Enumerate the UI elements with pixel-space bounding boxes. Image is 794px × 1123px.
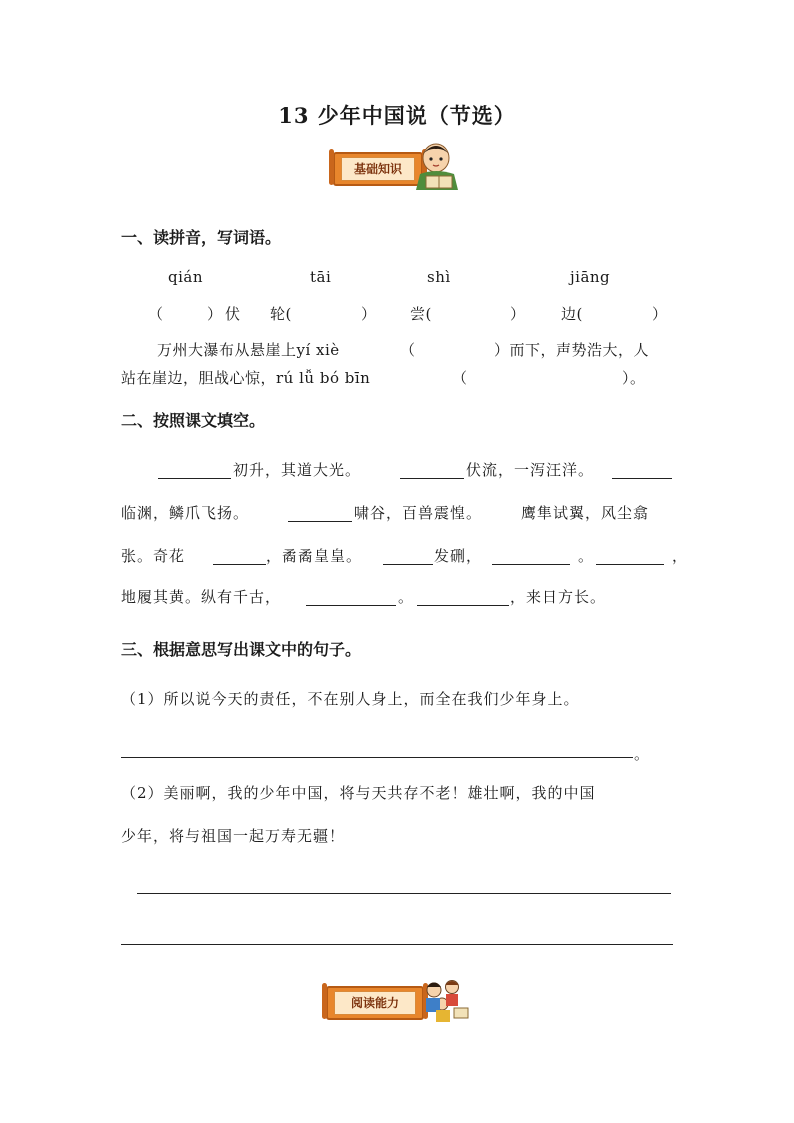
fill-text: 鹰隼试翼，风尘翕 [521,504,650,522]
section-3-heading: 三、根据意思写出课文中的句子。 [121,640,362,659]
sentence-1-pinyin: yí xiè [296,341,340,359]
fill-text: ，矞矞皇皇。 [266,547,363,565]
pinyin-1: qián [168,268,204,286]
student-reading-icon [410,140,466,192]
sentence-1-text-c: ）而下，声势浩大，人 [494,341,650,359]
section-1-heading: 一、读拼音，写词语。 [121,228,282,247]
blank-close-2: ） [361,305,377,323]
question-2-line-2: 少年，将与祖国一起万寿无疆！ [121,827,346,845]
fill-text: 地履其黄。纵有千古， [121,588,282,606]
page-title: 13 少年中国说（节选） [278,103,516,128]
blank-close-1: ） [207,305,223,323]
fill-text: ， [672,547,689,565]
fill-text: 临渊，鳞爪飞扬。 [121,504,250,522]
answer-blank[interactable] [400,478,464,479]
answer-blank[interactable] [492,564,570,565]
fill-text: 。 [398,588,415,606]
fill-text: 。 [578,547,595,565]
sentence-1 [157,339,340,360]
sentence-2 [121,367,370,388]
sentence-2-text-a: 站在崖边，胆战心惊， [121,369,277,387]
answer-line[interactable] [121,944,673,945]
fill-text: 啸谷，百兽震惶。 [354,504,483,522]
word-chang: 尝( [410,305,432,323]
reading-ability-banner [326,982,424,1022]
answer-blank[interactable] [612,478,672,479]
pinyin-4: jiāng [570,268,611,286]
question-1: （1）所以说今天的责任，不在别人身上，而全在我们少年身上。 [121,690,580,708]
answer-blank[interactable] [417,605,509,606]
answer-blank[interactable] [158,478,231,479]
fill-text: ，来日方长。 [510,588,607,606]
blank-close-4: ） [652,305,668,323]
answer-blank[interactable] [306,605,396,606]
answer-blank[interactable] [213,564,266,565]
pinyin-2: tāi [310,268,332,286]
sentence-2-open: （ [452,369,468,387]
fill-text: 初升，其道大光。 [233,461,362,479]
answer-line[interactable] [137,893,671,894]
sentence-1-open: （ [400,341,416,359]
answer-end-mark: 。 [634,745,651,763]
banner-label: 阅读能力 [334,991,416,1015]
fill-text: 伏流，一泻汪洋。 [466,461,595,479]
blank-open-1: （ [148,305,164,323]
word-lun: 轮( [270,305,292,323]
blank-close-3: ） [510,305,526,323]
word-fu: 伏 [225,305,241,323]
word-bian: 边( [561,305,583,323]
sentence-1-text-a: 万州大瀑布从悬崖上 [157,341,297,359]
pinyin-3: shì [427,268,451,286]
fill-text: 发硎， [434,547,483,565]
answer-blank[interactable] [383,564,433,565]
fill-text: 张。奇花 [121,547,186,565]
answer-blank[interactable] [596,564,664,565]
answer-blank[interactable] [288,521,352,522]
sentence-2-text-c: ）。 [622,369,646,387]
children-reading-icon [420,978,472,1024]
question-2-line-1: （2）美丽啊，我的少年中国，将与天共存不老！雄壮啊，我的中国 [121,784,596,802]
banner-label: 基础知识 [341,157,415,181]
sentence-2-pinyin: rú lǚ bó bīn [276,369,371,387]
section-2-heading: 二、按照课文填空。 [121,411,266,430]
answer-line[interactable] [121,757,633,758]
